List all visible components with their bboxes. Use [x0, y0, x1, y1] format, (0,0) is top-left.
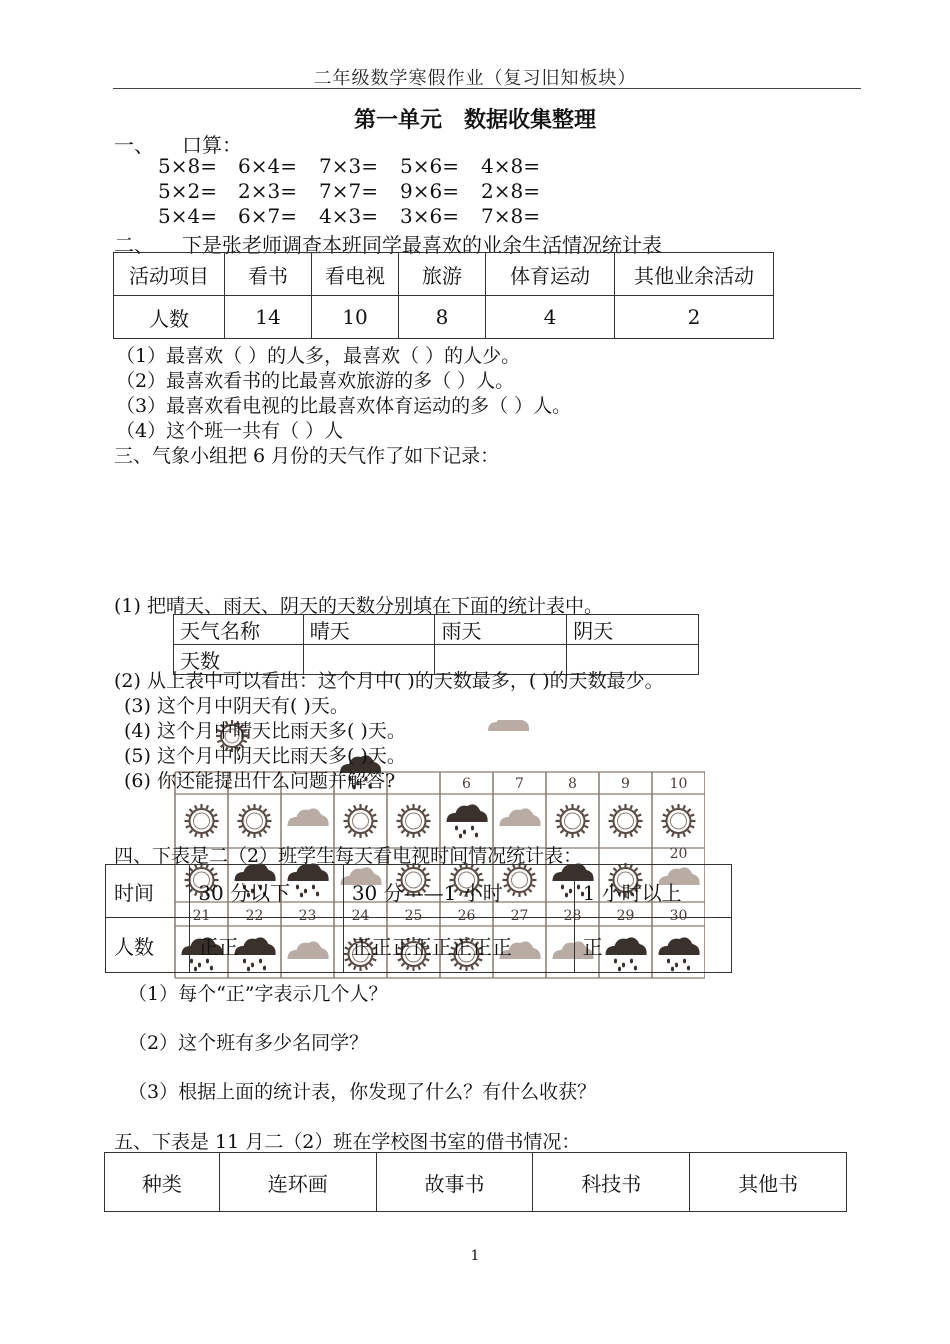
table-header-cell: 活动项目: [114, 253, 225, 296]
table-cell: 人数: [114, 296, 225, 339]
calendar-day-number: 26: [457, 908, 476, 924]
page-header: 二年级数学寒假作业（复习旧知板块）: [313, 68, 637, 89]
question: (2) 从上表中可以看出：这个月中( )的天数最多，( )的天数最少。: [114, 670, 664, 692]
table-header-cell: 看书: [225, 253, 312, 296]
table-cell: 2: [615, 296, 774, 339]
calc-item: 5×8=: [158, 154, 217, 178]
calendar-day-number: 21: [192, 908, 211, 924]
table-header-cell: 晴天: [303, 615, 435, 645]
calc-item: 3×6=: [400, 204, 459, 228]
question: （1）每个“正”字表示几个人？: [128, 983, 388, 1005]
question: (4) 这个月中晴天比雨天多( )天。: [124, 720, 406, 742]
calc-item: 6×4=: [238, 154, 297, 178]
calendar-day-number: 8: [568, 776, 577, 792]
table-header-cell: 30 分以下: [190, 865, 344, 918]
table-header-cell: 旅游: [399, 253, 486, 296]
calendar-day-number: 7: [515, 776, 524, 792]
sun-icon: [397, 804, 431, 838]
calendar-day-number: 23: [298, 908, 317, 924]
question: （2）最喜欢看书的比最喜欢旅游的多（ ）人。: [116, 370, 515, 392]
table-header-cell: 其他书: [690, 1153, 847, 1212]
library-table: [104, 1152, 847, 1212]
unit-title: 第一单元 数据收集整理: [353, 108, 596, 133]
question: (6) 你还能提出什么问题并解答?: [124, 770, 396, 792]
question: （4）这个班一共有（ ）人: [116, 420, 344, 442]
table-cell: 8: [399, 296, 486, 339]
calendar-day-number: 24: [351, 908, 370, 924]
tv-time-table: [105, 864, 732, 973]
sec5-heading: 五、下表是 11 月二（2）班在学校图书室的借书情况：: [114, 1131, 581, 1153]
table-cell: 正正: [190, 918, 344, 973]
calc-item: 9×6=: [400, 179, 459, 203]
sec4-heading: 四、下表是二（2）班学生每天看电视时间情况统计表：: [114, 845, 583, 867]
table-cell: 14: [225, 296, 312, 339]
calendar-day-number: 27: [510, 908, 529, 924]
calendar-day-number: 20: [669, 846, 688, 862]
sec1-label: 一、: [114, 133, 154, 157]
sun-icon: [344, 804, 378, 838]
calendar-day-number: 28: [563, 908, 582, 924]
calc-item: 7×3=: [319, 154, 378, 178]
sun-icon: [185, 804, 219, 838]
sun-icon: [556, 804, 590, 838]
sec2-heading: 下是张老师调查本班同学最喜欢的业余生活情况统计表: [182, 233, 662, 257]
page-number: 1: [470, 1248, 480, 1264]
question: （3）最喜欢看电视的比最喜欢体育运动的多（ ）人。: [116, 395, 572, 417]
sun-icon: [609, 804, 643, 838]
sun-icon: [662, 804, 696, 838]
calendar-day-number: 30: [669, 908, 688, 924]
table-header-cell: 故事书: [376, 1153, 533, 1212]
cloud-icon: [288, 808, 329, 826]
sec3-q1: (1) 把晴天、雨天、阴天的天数分别填在下面的统计表中。: [114, 595, 603, 617]
question: (5) 这个月中阴天比雨天多( )天。: [124, 745, 406, 767]
table-header-cell: 其他业余活动: [615, 253, 774, 296]
calc-item: 4×8=: [481, 154, 540, 178]
activity-table: [113, 252, 774, 339]
calc-item: 2×3=: [238, 179, 297, 203]
question: （1）最喜欢（ ）的人多，最喜欢（ ）的人少。: [116, 345, 521, 367]
calc-item: 5×4=: [158, 204, 217, 228]
question: (3) 这个月中阴天有( )天。: [124, 695, 349, 717]
calendar-day-number: 25: [404, 908, 423, 924]
question: （2）这个班有多少名同学？: [128, 1032, 369, 1054]
table-cell: 人数: [106, 918, 190, 973]
table-header-cell: 阴天: [567, 615, 699, 645]
table-cell: 正正正正正正正正: [343, 918, 574, 973]
sec3-heading: 三、气象小组把 6 月份的天气作了如下记录：: [114, 445, 500, 467]
table-header-cell: 连环画: [219, 1153, 376, 1212]
calc-item: 6×7=: [238, 204, 297, 228]
calc-item: 5×2=: [158, 179, 217, 203]
calc-item: 5×6=: [400, 154, 459, 178]
sun-icon: [238, 804, 272, 838]
table-header-cell: 体育运动: [486, 253, 615, 296]
table-header-cell: 科技书: [533, 1153, 690, 1212]
cloud-icon: [500, 808, 541, 826]
table-cell: 正: [574, 918, 731, 973]
table-header-cell: 天气名称: [174, 615, 304, 645]
table-cell: 4: [486, 296, 615, 339]
table-cell: 天数: [174, 645, 304, 675]
calendar-day-number: 22: [245, 908, 264, 924]
calendar-day-number: 9: [621, 776, 630, 792]
header-divider: [113, 88, 861, 89]
cloud-icon: [488, 720, 529, 731]
rain-cloud-icon: [447, 804, 488, 838]
question: （3）根据上面的统计表，你发现了什么？有什么收获？: [128, 1081, 597, 1103]
table-header-cell: 1 小时以上: [574, 865, 731, 918]
calendar-day-number: 6: [462, 776, 471, 792]
calendar-day-number: 29: [616, 908, 635, 924]
table-cell: 10: [312, 296, 399, 339]
calc-item: 7×8=: [481, 204, 540, 228]
table-header-cell: 种类: [105, 1153, 220, 1212]
table-header-cell: 30 分——1 小时: [343, 865, 574, 918]
table-header-cell: 看电视: [312, 253, 399, 296]
sec1-heading: 口算：: [182, 133, 242, 157]
table-header-cell: 时间: [106, 865, 190, 918]
table-header-cell: 雨天: [435, 615, 567, 645]
sec2-label: 二、: [114, 233, 154, 257]
calendar-day-number: 10: [669, 776, 688, 792]
calc-item: 2×8=: [481, 179, 540, 203]
calc-item: 7×7=: [319, 179, 378, 203]
calc-item: 4×3=: [319, 204, 378, 228]
